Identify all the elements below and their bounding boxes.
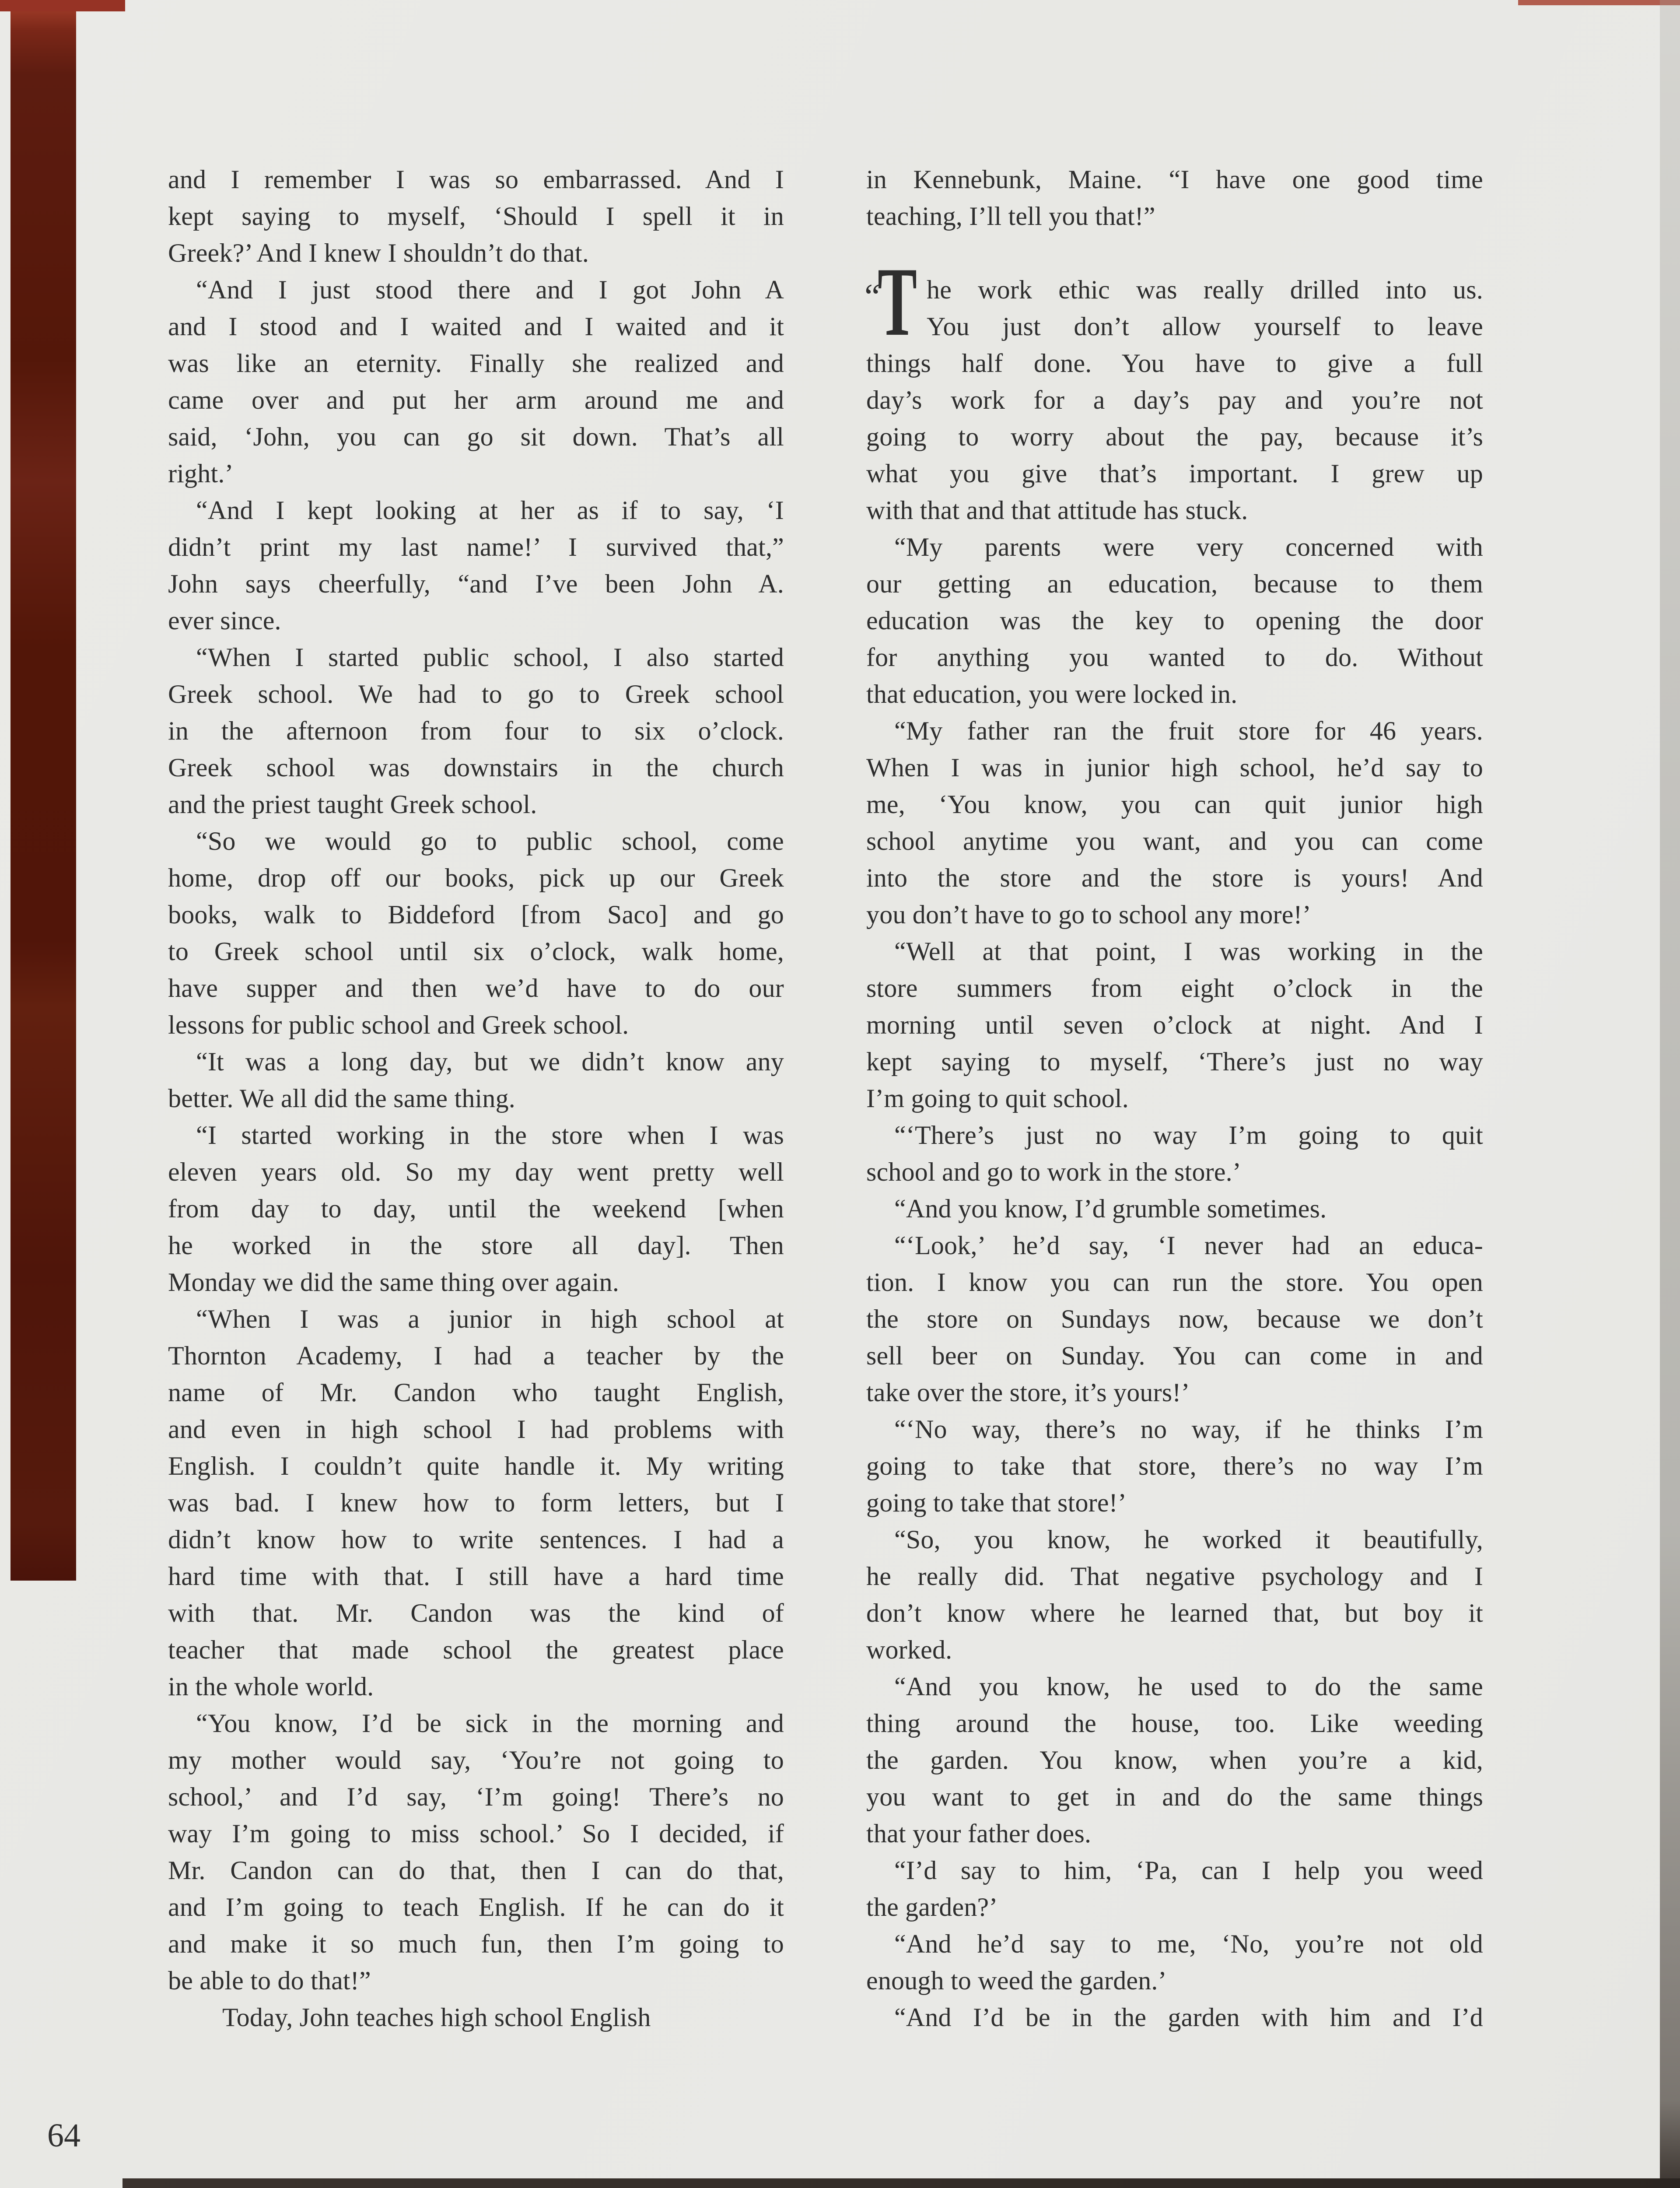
paragraph <box>168 1705 784 1999</box>
paragraph <box>866 933 1483 1117</box>
text-line: what you give that’s important. I grew up <box>866 459 1483 488</box>
text-line: Today, John teaches high school English <box>222 2003 651 2032</box>
paragraph <box>866 1925 1483 1999</box>
text-line: in Kennebunk, Maine. “I have one good time <box>866 165 1483 194</box>
text-line: things half done. You have to give a full <box>866 349 1483 378</box>
paragraph <box>168 823 784 1043</box>
text-line: with that and that attitude has stuck. <box>866 496 1248 525</box>
text-line: didn’t print my last name!’ I survived that,” <box>168 533 784 561</box>
text-line: “I started working in the store when I was <box>196 1121 784 1150</box>
text-line: kept saying to myself, ‘Should I spell it in <box>168 202 784 231</box>
paragraph <box>866 1190 1483 1227</box>
text-line: don’t know where he learned that, but boy it <box>866 1599 1483 1627</box>
text-line: “You know, I’d be sick in the morning and <box>196 1709 784 1738</box>
text-line: into the store and the store is yours! And <box>866 863 1483 892</box>
text-line: my mother would say, ‘You’re not going to <box>168 1746 784 1774</box>
paragraph <box>864 247 1483 529</box>
text-line: John says cheerfully, “and I’ve been John A. <box>168 569 784 598</box>
text-line: he worked in the store all day]. Then <box>168 1231 784 1260</box>
text-line: Greek school was downstairs in the church <box>168 753 784 782</box>
text-line: “My parents were very concerned with <box>894 533 1483 561</box>
text-line: I’m going to quit school. <box>866 1084 1129 1113</box>
text-line: worked. <box>866 1635 952 1664</box>
text-line: have supper and then we’d have to do our <box>168 974 784 1003</box>
paragraph <box>168 492 784 639</box>
text-line: “And I just stood there and I got John A <box>196 275 784 304</box>
text-line: “Well at that point, I was working in the <box>894 937 1483 966</box>
text-line: “When I started public school, I also started <box>196 643 784 672</box>
text-line: school,’ and I’d say, ‘I’m going! There’s no <box>168 1782 784 1811</box>
scan-artifact-top-left <box>0 0 125 11</box>
text-line: tion. I know you can run the store. You open <box>866 1268 1483 1297</box>
text-line: ever since. <box>168 606 281 635</box>
paragraph <box>866 1411 1483 1521</box>
text-line: teaching, I’ll tell you that!” <box>866 202 1155 231</box>
paragraph <box>866 1227 1483 1411</box>
text-line: to Greek school until six o’clock, walk home, <box>168 937 784 966</box>
text-line: “It was a long day, but we didn’t know any <box>196 1047 784 1076</box>
text-line: our getting an education, because to them <box>866 569 1483 598</box>
paragraph <box>866 529 1483 712</box>
text-line: enough to weed the garden.’ <box>866 1966 1167 1995</box>
text-line: going to take that store, there’s no way I’m <box>866 1452 1483 1480</box>
text-line: the store on Sundays now, because we don’t <box>866 1304 1483 1333</box>
paragraph <box>866 712 1483 933</box>
text-line: eleven years old. So my day went pretty well <box>168 1157 784 1186</box>
text-line: “When I was a junior in high school at <box>196 1304 784 1333</box>
text-line: for anything you wanted to do. Without <box>866 643 1483 672</box>
paragraph <box>168 161 784 271</box>
text-line: and I stood and I waited and I waited and it <box>168 312 784 341</box>
text-line: education was the key to opening the door <box>866 606 1483 635</box>
scan-artifact-bottom-edge <box>122 2178 1680 2188</box>
text-line: English. I couldn’t quite handle it. My writing <box>168 1452 784 1480</box>
left-column <box>168 161 784 2036</box>
paragraph <box>866 161 1483 235</box>
text-line: school anytime you want, and you can come <box>866 827 1483 856</box>
scan-artifact-left-bar <box>10 0 76 1581</box>
text-line: “ T he work ethic was really drilled into us. <box>864 247 1483 356</box>
right-column <box>866 161 1483 2036</box>
text-line: in the whole world. <box>168 1672 374 1701</box>
paragraph <box>866 1668 1483 1852</box>
text-line: in the afternoon from four to six o’clock. <box>168 716 784 745</box>
text-line: “And I kept looking at her as if to say, ‘I <box>196 496 784 525</box>
text-line: that education, you were locked in. <box>866 680 1238 708</box>
paragraph <box>168 271 784 492</box>
paragraph <box>168 1043 784 1117</box>
paragraph <box>168 639 784 823</box>
text-line: “So we would go to public school, come <box>196 827 784 856</box>
scan-artifact-top-right <box>1518 0 1680 5</box>
text-line: take over the store, it’s yours!’ <box>866 1378 1190 1407</box>
text-line: “I’d say to him, ‘Pa, can I help you weed <box>894 1856 1483 1885</box>
text-line: and make it so much fun, then I’m going to <box>168 1929 784 1958</box>
paragraph <box>866 1852 1483 1925</box>
text-line: right.’ <box>168 459 234 488</box>
text-line: the garden?’ <box>866 1893 998 1922</box>
text-line: said, ‘John, you can go sit down. That’s all <box>168 422 784 451</box>
text-line: Mr. Candon can do that, then I can do that, <box>168 1856 784 1885</box>
text-line: and I remember I was so embarrassed. And I <box>168 165 784 194</box>
text-line: lessons for public school and Greek school. <box>168 1010 629 1039</box>
paragraph <box>168 1301 784 1705</box>
paragraph <box>168 1117 784 1301</box>
text-line: “And he’d say to me, ‘No, you’re not old <box>894 1929 1483 1958</box>
text-line: you don’t have to go to school any more!’ <box>866 900 1311 929</box>
paragraph <box>866 1999 1483 2036</box>
text-line: school and go to work in the store.’ <box>866 1157 1242 1186</box>
text-line: kept saying to myself, ‘There’s just no way <box>866 1047 1483 1076</box>
text-line: teacher that made school the greatest place <box>168 1635 784 1664</box>
text-line: store summers from eight o’clock in the <box>866 974 1483 1003</box>
text-line: with that. Mr. Candon was the kind of <box>168 1599 784 1627</box>
text-line: going to take that store!’ <box>866 1488 1127 1517</box>
text-line: “And you know, he used to do the same <box>894 1672 1483 1701</box>
text-line: thing around the house, too. Like weeding <box>866 1709 1483 1738</box>
text-line: going to worry about the pay, because it’s <box>866 422 1483 451</box>
text-line: books, walk to Biddeford [from Saco] and go <box>168 900 784 929</box>
text-line: and I’m going to teach English. If he can do it <box>168 1893 784 1922</box>
text-line: came over and put her arm around me and <box>168 386 784 414</box>
text-line: “So, you know, he worked it beautifully, <box>894 1525 1483 1554</box>
drop-cap-quote: “ <box>864 277 880 316</box>
text-line: morning until seven o’clock at night. And I <box>866 1010 1483 1039</box>
text-line: When I was in junior high school, he’d say to <box>866 753 1483 782</box>
text-line: from day to day, until the weekend [when <box>168 1194 784 1223</box>
text-line: Thornton Academy, I had a teacher by the <box>168 1341 784 1370</box>
text-line: hard time with that. I still have a hard time <box>168 1562 784 1591</box>
text-line: Greek school. We had to go to Greek school <box>168 680 784 708</box>
text-line: and even in high school I had problems with <box>168 1415 784 1444</box>
text-line: better. We all did the same thing. <box>168 1084 516 1113</box>
text-line: name of Mr. Candon who taught English, <box>168 1378 784 1407</box>
text-line: that your father does. <box>866 1819 1092 1848</box>
page-number: 64 <box>47 2117 80 2154</box>
text-line: Greek?’ And I knew I shouldn’t do that. <box>168 238 589 267</box>
text-line: “‘Look,’ he’d say, ‘I never had an educa- <box>894 1231 1483 1260</box>
text-line: You just don’t allow yourself to leave <box>927 312 1483 341</box>
text-line: was like an eternity. Finally she realized and <box>168 349 784 378</box>
text-line: the garden. You know, when you’re a kid, <box>866 1746 1483 1774</box>
text-line: “‘There’s just no way I’m going to quit <box>894 1121 1483 1150</box>
text-line: sell beer on Sunday. You can come in and <box>866 1341 1483 1370</box>
text-line: be able to do that!” <box>168 1966 371 1995</box>
text-line: you want to get in and do the same things <box>866 1782 1483 1811</box>
drop-cap-letter: T <box>878 247 917 356</box>
text-line: me, ‘You know, you can quit junior high <box>866 790 1483 819</box>
text-line: “And I’d be in the garden with him and I’d <box>894 2003 1483 2032</box>
paragraph <box>168 1999 784 2036</box>
drop-cap <box>864 247 927 356</box>
text-line: home, drop off our books, pick up our Greek <box>168 863 784 892</box>
text-line: day’s work for a day’s pay and you’re not <box>866 386 1483 414</box>
text-line: he really did. That negative psychology and I <box>866 1562 1483 1591</box>
text-line: way I’m going to miss school.’ So I decided, if <box>168 1819 784 1848</box>
text-line: “‘No way, there’s no way, if he thinks I’m <box>894 1415 1483 1444</box>
paragraph <box>866 1521 1483 1668</box>
text-line: “My father ran the fruit store for 46 years. <box>894 716 1483 745</box>
text-line: didn’t know how to write sentences. I had a <box>168 1525 784 1554</box>
text-line: was bad. I knew how to form letters, but I <box>168 1488 784 1517</box>
paragraph <box>866 1117 1483 1190</box>
text-line: and the priest taught Greek school. <box>168 790 537 819</box>
text-line: “And you know, I’d grumble sometimes. <box>894 1194 1327 1223</box>
scan-artifact-right-edge <box>1660 0 1680 2188</box>
text-line: Monday we did the same thing over again. <box>168 1268 620 1297</box>
